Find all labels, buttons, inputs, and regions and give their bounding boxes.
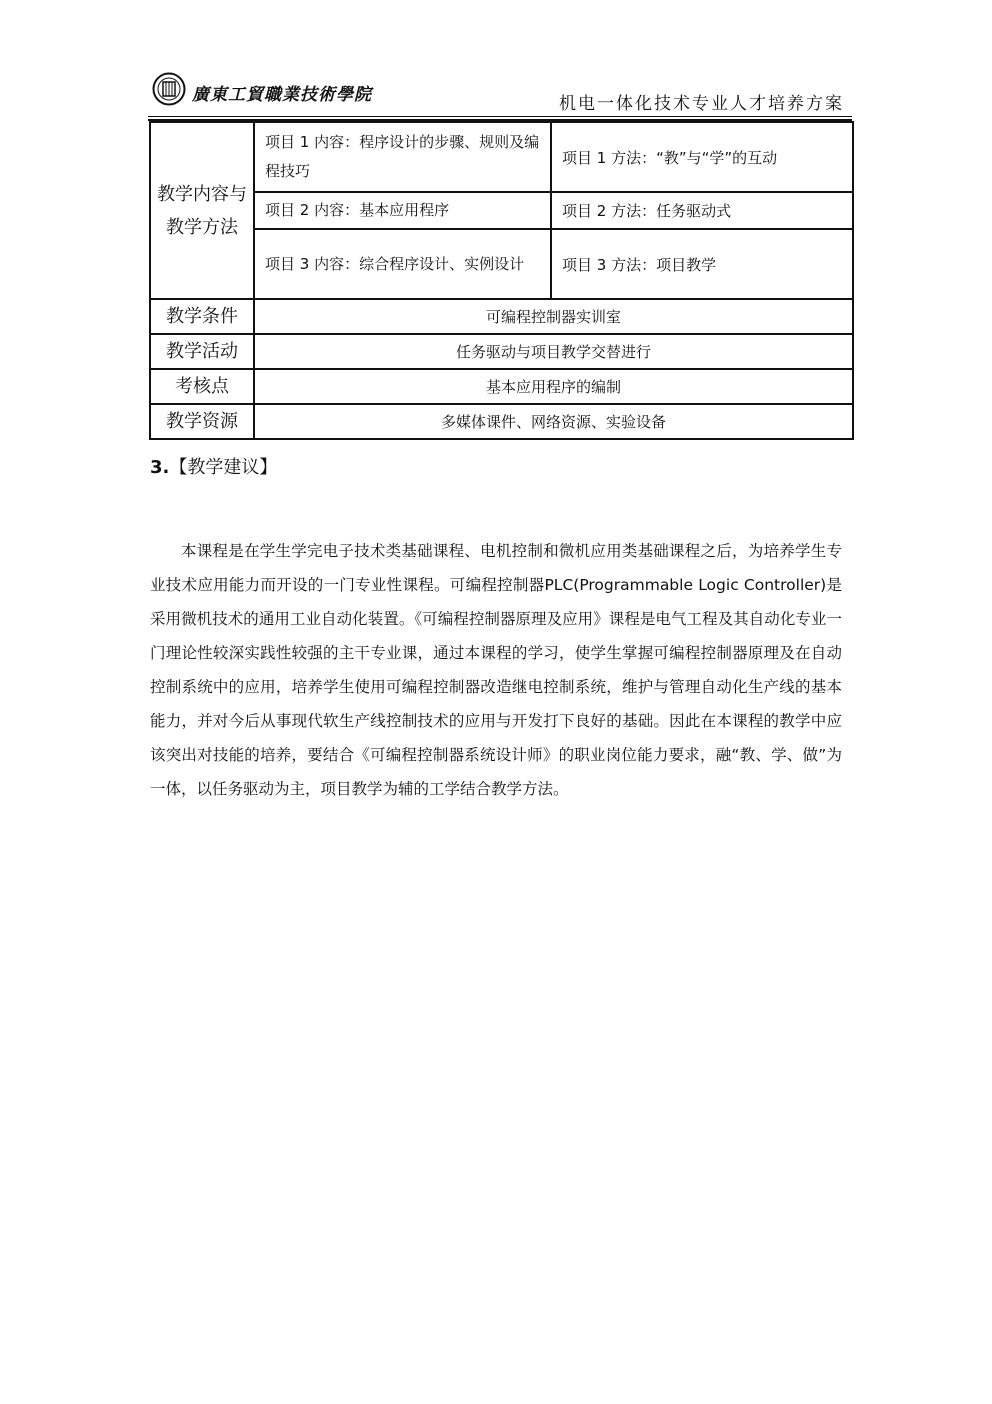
project-1-content: 项目 1 内容：程序设计的步骤、规则及编程技巧 (254, 122, 551, 192)
teaching-activities-value: 任务驱动与项目教学交替进行 (254, 334, 853, 369)
page-header (148, 70, 852, 118)
teaching-conditions-value: 可编程控制器实训室 (254, 299, 853, 334)
table-row (150, 369, 853, 404)
header-rule-thin (148, 116, 852, 117)
section-title: 【教学建议】 (169, 457, 278, 478)
project-2-content: 项目 2 内容：基本应用程序 (254, 192, 551, 229)
table-row (150, 122, 853, 192)
school-logo-icon (152, 72, 186, 106)
teaching-activities-label: 教学活动 (150, 334, 254, 369)
assessment-label: 考核点 (150, 369, 254, 404)
assessment-value: 基本应用程序的编制 (254, 369, 853, 404)
teaching-resources-label: 教学资源 (150, 404, 254, 439)
project-3-content: 项目 3 内容：综合程序设计、实例设计 (254, 229, 551, 299)
project-1-method: 项目 1 方法：“教”与“学”的互动 (551, 122, 853, 192)
school-name: 廣東工貿職業技術學院 (192, 85, 372, 105)
project-3-method: 项目 3 方法：项目教学 (551, 229, 853, 299)
section-number: 3. (150, 457, 170, 478)
table-row (150, 404, 853, 439)
course-info-table (149, 121, 854, 440)
content-method-label: 教学内容与教学方法 (150, 122, 254, 299)
section-heading (150, 453, 277, 479)
table-row (150, 299, 853, 334)
table-row (150, 229, 853, 299)
teaching-suggestion-paragraph: 本课程是在学生学完电子技术类基础课程、电机控制和微机应用类基础课程之后，为培养学生专业技术应用能力而开设的一门专业性课程。可编程控制器PLC(Programmable Logic Controller)是采用微机技术的通用工业自动化装置。《可编程控制器原理及应用》课程是电气工程及其自动化专业一门理论性较深实践性较强的主干专业课，通过本课程的学习，使学生掌握可编程控制器原理及在自动控制系统中的应用，培养学生使用可编程控制器改造继电控制系统，维护与管理自动化生产线的基本能力，并对今后从事现代软生产线控制技术的应用与开发打下良好的基础。因此在本课程的教学中应该突出对技能的培养，要结合《可编程控制器系统设计师》的职业岗位能力要求，融“教、学、做”为一体，以任务驱动为主，项目教学为辅的工学结合教学方法。 (150, 541, 842, 798)
document-title: 机电一体化技术专业人才培养方案 (559, 94, 844, 114)
teaching-conditions-label: 教学条件 (150, 299, 254, 334)
project-2-method: 项目 2 方法：任务驱动式 (551, 192, 853, 229)
teaching-resources-value: 多媒体课件、网络资源、实验设备 (254, 404, 853, 439)
table-row (150, 192, 853, 229)
table-row (150, 334, 853, 369)
